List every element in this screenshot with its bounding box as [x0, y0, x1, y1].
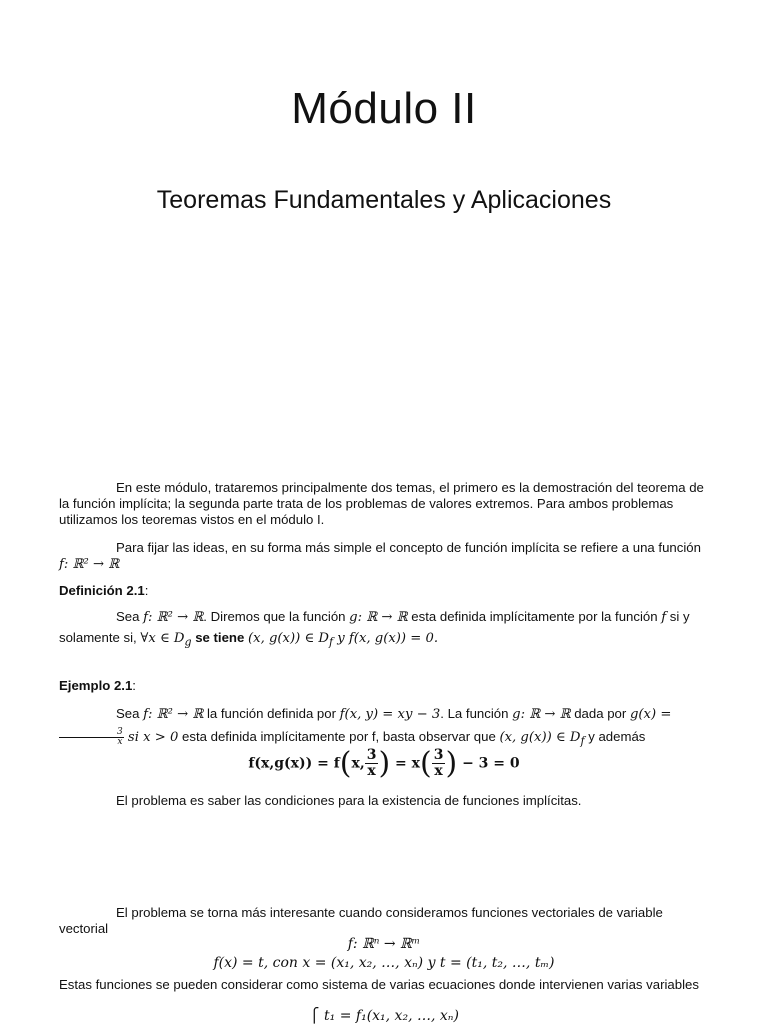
intro-paragraph: En este módulo, trataremos principalmente dos temas, el primero es la demostración del teorema de la función implícita; la segunda parte trata de los problemas de valores extremos. Para ambos problemas utilizamos los teoremas vistos en el módulo I.	[59, 480, 704, 527]
ex-g: g: ℝ → ℝ	[512, 707, 571, 722]
ex-fraction-num: 3	[59, 728, 124, 738]
def-text-2: esta definida implícitamente por la función	[407, 609, 662, 624]
example-label: Ejemplo 2.1	[59, 678, 133, 693]
ex-text-1: la función definida por	[203, 706, 340, 721]
def-condition-2: y f(x, g(x)) = 0.	[333, 631, 439, 646]
definition-heading: Definición 2.1:	[59, 583, 149, 598]
idea-paragraph	[59, 540, 711, 573]
def-condition: (x, g(x)) ∈ D	[248, 631, 329, 646]
ex-eq-fraction-2	[432, 748, 446, 779]
ex-si: si x > 0	[123, 730, 179, 745]
ex-fdef: f(x, y) = xy − 3	[339, 707, 441, 722]
system-first-equation: ⎧ t₁ = f₁(x₁, x₂, …, xₙ)	[309, 1008, 459, 1024]
ex-text-4: esta definida implícitamente por f, basta observar que	[178, 729, 500, 744]
ex-text-2: . La función	[440, 706, 513, 721]
def-f2: f	[661, 610, 667, 625]
page-title: Módulo II	[291, 84, 477, 133]
ex-pair: (x, g(x)) ∈ D	[499, 730, 581, 745]
ex-eq-x: x,	[351, 755, 365, 772]
ex-eq-right: − 3 = 0	[462, 755, 520, 772]
def-forall-sub: g	[184, 635, 192, 649]
ex-pair-sub: f	[580, 734, 585, 748]
ex-eq-fraction-1	[365, 748, 379, 779]
ex-eq-num-2: 3	[433, 747, 444, 763]
idea-text: Para fijar las ideas, en su forma más simple el concepto de función implícita se refiere a una función	[116, 540, 701, 555]
def-text-1: . Diremos que la función	[203, 609, 350, 624]
system-paragraph: Estas funciones se pueden considerar como sistema de varias ecuaciones donde intervienen varias variables	[59, 977, 699, 992]
problem-paragraph: El problema es saber las condiciones para la existencia de funciones implícitas.	[116, 793, 582, 808]
vector-map: f: ℝⁿ → ℝᵐ	[347, 936, 421, 952]
ex-text-5: y además	[584, 729, 646, 744]
ex-fraction	[59, 728, 124, 747]
vector-intro: El problema se torna más interesante cuando consideramos funciones vectoriales de variable vectorial	[59, 905, 663, 936]
example-heading: Ejemplo 2.1:	[59, 678, 136, 693]
ex-gx: g(x) =	[629, 707, 672, 722]
ex-eq-num-1: 3	[366, 747, 377, 763]
vector-equation: f(x) = t, con x = (x₁, x₂, …, xₙ) y t = (t₁, t₂, …, tₘ)	[213, 955, 555, 971]
def-forall: ∀x ∈ D	[140, 631, 185, 646]
def-condition-sub: f	[329, 635, 334, 649]
ex-f: f: ℝ² → ℝ	[143, 707, 204, 722]
example-equation: f(x,g(x)) = f(x, $\frac{3}{x}) = x$( $\frac{3}{x}) - 3 = 0$	[248, 746, 520, 781]
ex-fraction-den: x	[117, 737, 123, 748]
def-g: g: ℝ → ℝ	[349, 610, 408, 625]
definition-body	[59, 607, 711, 653]
def-sea: Sea	[116, 609, 144, 624]
ex-sea: Sea	[116, 706, 144, 721]
def-se-tiene: se tiene	[191, 630, 248, 645]
ex-eq-mid: = x	[395, 755, 420, 772]
definition-label: Definición 2.1	[59, 583, 145, 598]
def-f: f: ℝ² → ℝ	[143, 610, 204, 625]
def-text-3: si y solamente si,	[59, 609, 690, 645]
ex-eq-den-1: x	[367, 763, 376, 779]
idea-math: f: ℝ² → ℝ	[59, 557, 120, 572]
ex-eq-den-2: x	[434, 763, 443, 779]
ex-text-3: dada por	[570, 706, 627, 721]
ex-eq-left: f(x,g(x)) = f	[248, 755, 340, 772]
page-subtitle: Teoremas Fundamentales y Aplicaciones	[156, 186, 612, 214]
